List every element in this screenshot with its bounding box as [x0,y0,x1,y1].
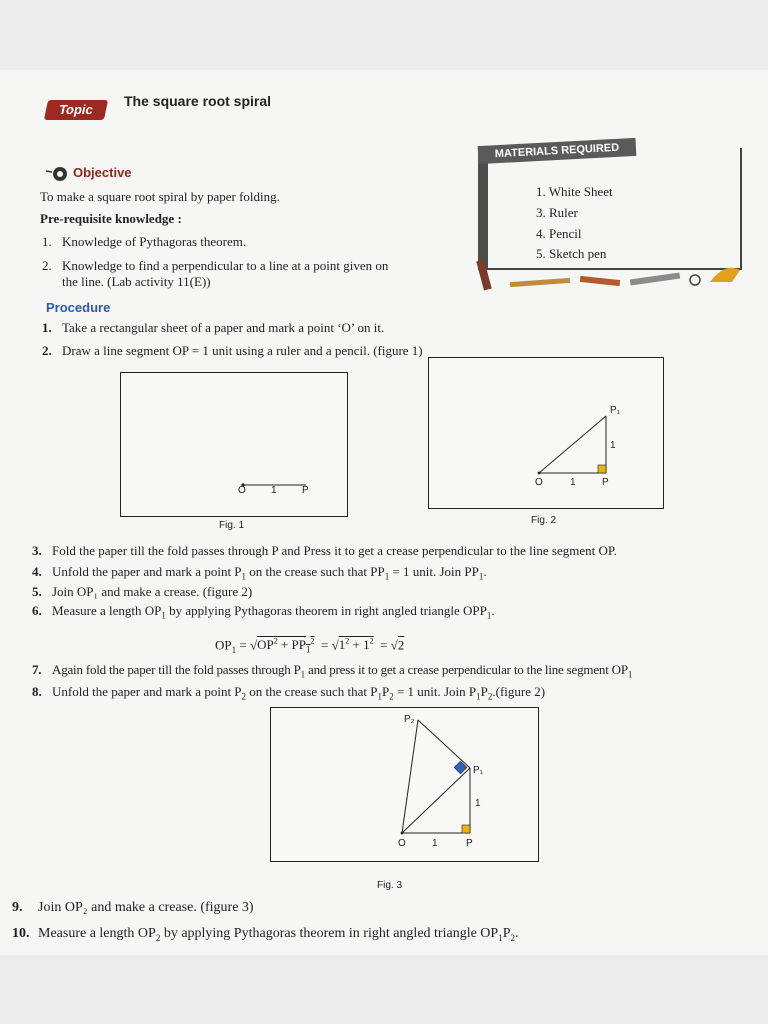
procedure-step-10: 10. Measure a length $OP_2$ by applying Pythagoras theorem in right angled triangle $OP_1P_2$. [12,926,519,943]
fig1-label-o: O [238,485,246,496]
prerequisite-heading: Pre-requisite knowledge : [40,211,182,226]
fig1-label-1: 1 [271,485,277,496]
fig3-caption: Fig. 3 [377,880,403,891]
procedure-step-1: 1. Take a rectangular sheet of a paper and mark a point ‘O’ on it. [42,320,385,335]
topic-badge: Topic [44,100,108,120]
figure-1-box [120,372,348,517]
objective-flower-icon [46,164,68,184]
figure-1-drawing [121,373,347,516]
fig3-label-p2: P₂ [404,714,415,725]
materials-heading: MATERIALS REQUIRED [478,138,637,164]
stationery-illustration [470,252,750,298]
fig2-label-1: 1 [570,477,576,488]
fig3-label-1: 1 [432,838,438,849]
figure-2-box [428,357,664,509]
figure-2-drawing [429,358,663,508]
fig1-caption: Fig. 1 [219,520,245,531]
procedure-step-3: 3. Fold the paper till the fold passes through P and Press it to get a crease perpendicular to the line segment OP. [32,543,617,558]
procedure-step-5: 5. Join OP₁ and make a crease. (figure 2) [32,584,253,599]
objective-text: To make a square root spiral by paper folding. [40,189,280,204]
topic-title: The square root spiral [124,93,272,109]
procedure-heading: Procedure [46,300,111,315]
objective-heading: Objective [73,165,132,180]
prerequisite-item-2: 2. Knowledge to find a perpendicular to a line at a point given on the line. (Lab activity 11(E)) [42,258,389,289]
fig3-label-p: P [466,838,473,849]
procedure-step-9: 9. Join OP₂ and make a crease. (figure 3) [12,900,254,915]
pythagoras-equation: $OP_1 = √OP^2 + PP_1^2 = √1^2 + 1^2 = √2$ [215,637,405,655]
material-item: 1. White Sheet [536,184,613,199]
fig2-label-p1: P₁ [610,405,621,416]
fig2-label-1-vertical: 1 [610,440,616,451]
material-item: 4. Pencil [536,226,582,241]
procedure-step-8: 8. Unfold the paper and mark a point $P_2$ on the crease such that $P_1P_2 = 1$ unit. Join $P_1P_2.(figure$ 2) [32,684,546,702]
procedure-step-7: 7. Again fold the paper till the fold passes through $P_1$ and press it to get a crease perpendicular to the line segment $OP_1$ [32,662,633,680]
fig2-label-p: P [602,477,609,488]
procedure-step-6: 6. Measure a length $OP_1$ by applying Pythagoras theorem in right angled triangle $OPP_1$. [32,603,495,621]
fig3-label-1-vertical: 1 [475,798,481,809]
procedure-step-2: 2. Draw a line segment OP = 1 unit using a ruler and a pencil. (figure 1) [42,343,423,358]
fig2-label-o: O [535,477,543,488]
prerequisite-item-1: 1. Knowledge of Pythagoras theorem. [42,234,247,249]
material-item: 5. Sketch pen [536,246,607,261]
material-item: 3. Ruler [536,205,578,220]
procedure-step-4: 4. Unfold the paper and mark a point $P_1$ on the crease such that $PP_1 = 1$ unit. Join $PP_1$. [32,564,487,582]
fig1-label-p: P [302,485,309,496]
fig3-label-o: O [398,838,406,849]
fig3-label-p1: P₁ [473,765,484,776]
fig2-caption: Fig. 2 [531,515,557,526]
